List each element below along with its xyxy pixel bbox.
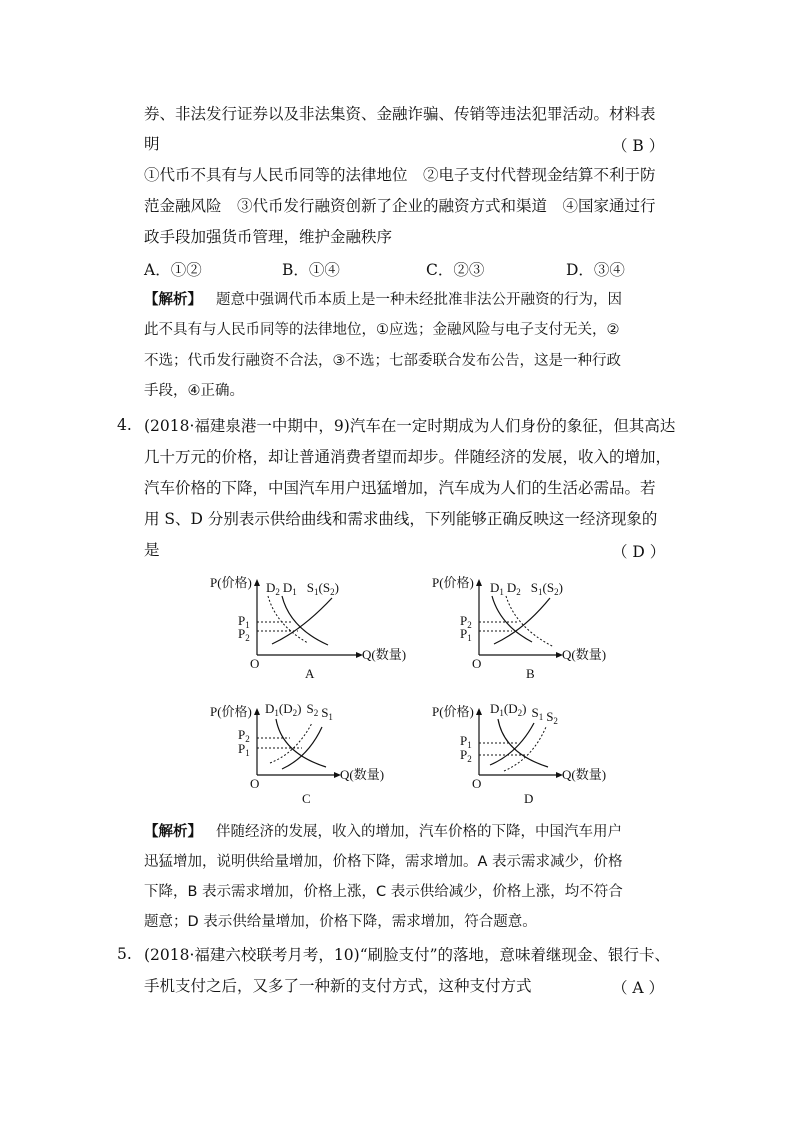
- chart-a-origin: O: [250, 656, 260, 671]
- q3-statements-1: ①代币不具有与人民币同等的法律地位 ②电子支付代替现金结算不利于防: [144, 166, 656, 184]
- q4-explanation-1: [144, 822, 622, 842]
- q3-explanation-2: 此不具有与人民币同等的法律地位，①应选；金融风险与电子支付无关，②: [144, 322, 620, 338]
- chart-d-d-curve: [498, 719, 548, 767]
- chart-d-y-label: P(价格): [432, 704, 474, 719]
- q4-line-3: 汽车价格的下降，中国汽车用户迅猛增加，汽车成为人们的生活必需品。若: [144, 479, 656, 497]
- q4-line-2: 几十万元的价格，却让普通消费者望而却步。伴随经济的发展，收入的增加，: [144, 448, 672, 466]
- chart-c-y-label: P(价格): [210, 704, 252, 719]
- chart-d-curve-labels: $D_1(D_2)$ $S_1$ $S_2$: [490, 701, 558, 726]
- chart-c: [210, 695, 400, 807]
- q4-line-5: 是: [144, 541, 160, 559]
- q3-line-1: 券、非法发行证券以及非法集资、金融诈骗、传销等违法犯罪活动。材料表: [144, 105, 656, 123]
- q4-explanation-2: 迅猛增加，说明供给量增加，价格下降，需求增加。A 表示需求减少，价格: [144, 854, 623, 870]
- q4-explanation-tag: 【解析】: [144, 824, 202, 840]
- q3-explanation-tag: 【解析】: [144, 292, 202, 308]
- q3-answer: （ B ）: [612, 137, 665, 155]
- chart-a-x-label: Q(数量): [362, 647, 407, 662]
- chart-b-x-label: Q(数量): [562, 647, 607, 662]
- chart-a-letter: A: [305, 666, 315, 681]
- chart-c-p-lower: $P_1$: [238, 741, 250, 758]
- q3-explanation-3: 不选；代币发行融资不合法，③不选；七部委联合发布公告，这是一种行政: [144, 353, 621, 369]
- q4-line-4: 用 S、D 分别表示供给曲线和需求曲线，下列能够正确反映这一经济现象的: [144, 510, 658, 528]
- q4-explanation-3: 下降，B 表示需求增加，价格上涨，C 表示供给减少，价格上涨，均不符合: [144, 884, 623, 900]
- chart-b-curve-labels: $D_1$ $D_2$ $S_1(S_2)$: [490, 580, 563, 597]
- q4-explanation-4: 题意；D 表示供给量增加，价格下降，需求增加，符合题意。: [144, 914, 537, 930]
- chart-d-letter: D: [524, 791, 534, 806]
- chart-b-s-curve: [494, 598, 550, 644]
- q4-line-1: (2018·福建泉港一中期中，9)汽车在一定时期成为人们身份的象征，但其高达: [144, 417, 676, 435]
- q3-option-d: D．③④: [566, 261, 625, 279]
- chart-b-d2-curve: [506, 596, 554, 647]
- chart-b: [432, 570, 622, 682]
- chart-d-origin: O: [472, 776, 482, 791]
- chart-b-letter: B: [526, 666, 535, 681]
- chart-c-p-upper: $P_2$: [238, 727, 250, 744]
- chart-a-d1-curve: [282, 596, 328, 645]
- q3-option-c: C．②③: [426, 261, 485, 279]
- chart-d: [432, 695, 622, 807]
- chart-a-y-label: P(价格): [210, 575, 252, 590]
- chart-c-d-curve: [276, 719, 326, 767]
- chart-b-d1-curve: [492, 596, 532, 642]
- chart-b-origin: O: [472, 656, 482, 671]
- q3-explanation-text-1: 题意中强调代币本质上是一种未经批准非法公开融资的行为，因: [216, 292, 622, 308]
- q5-line-2: 手机支付之后，又多了一种新的支付方式，这种支付方式: [144, 977, 532, 995]
- q3-explanation-1: [144, 290, 622, 310]
- q4-answer: （ D ）: [612, 543, 666, 561]
- chart-a: [210, 570, 407, 682]
- q3-statements-3: 政手段加强货币管理，维护金融秩序: [144, 228, 393, 246]
- chart-c-origin: O: [250, 776, 260, 791]
- q5-answer: （ A ）: [612, 979, 665, 997]
- q4-explanation-text-1: 伴随经济的发展，收入的增加，汽车价格的下降，中国汽车用户: [216, 824, 622, 840]
- chart-d-x-label: Q(数量): [562, 767, 607, 782]
- chart-b-p-lower: $P_1$: [460, 626, 472, 643]
- chart-a-p-upper: $P_1$: [238, 613, 250, 630]
- chart-d-p-upper: $P_1$: [460, 733, 472, 750]
- q3-statements-2: 范金融风险 ③代币发行融资创新了企业的融资方式和渠道 ④国家通过行: [144, 197, 656, 215]
- chart-c-x-label: Q(数量): [340, 767, 385, 782]
- chart-d-p-lower: $P_2$: [460, 747, 472, 764]
- q3-option-b: B．①④: [282, 261, 340, 279]
- q5-number: 5.: [117, 945, 132, 963]
- chart-c-letter: C: [302, 791, 311, 806]
- q4-number: 4.: [117, 416, 132, 434]
- chart-b-y-label: P(价格): [432, 575, 474, 590]
- chart-c-curve-labels: $D_1(D_2)$ $S_2$ $S_1$: [265, 701, 333, 722]
- chart-a-p-lower: $P_2$: [238, 626, 250, 643]
- q3-explanation-4: 手段，④正确。: [144, 383, 244, 399]
- chart-c-s2-curve: [270, 723, 312, 763]
- chart-b-p-upper: $P_2$: [460, 613, 472, 630]
- chart-a-curve-labels: $D_2$ $D_1$ $S_1(S_2)$: [266, 580, 339, 597]
- q3-line-2: 明: [144, 135, 160, 153]
- q5-line-1: (2018·福建六校联考月考，10)“刷脸支付”的落地，意味着继现金、银行卡、: [144, 946, 671, 964]
- q3-option-a: A．①②: [144, 261, 202, 279]
